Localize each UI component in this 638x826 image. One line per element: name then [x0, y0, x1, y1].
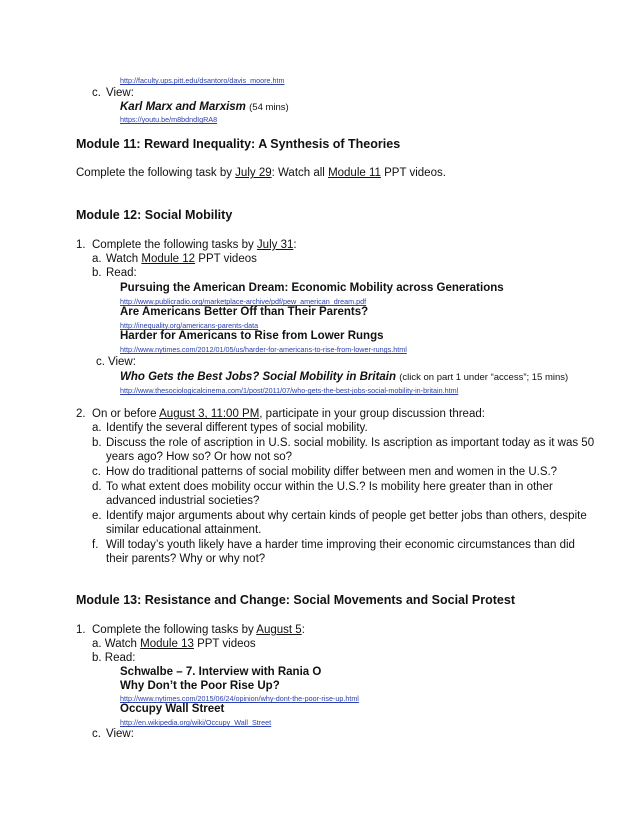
task-text: : Watch all [271, 167, 329, 179]
video-duration: (54 mins) [249, 102, 289, 113]
list-marker: c. [92, 466, 101, 478]
task-text: Watch [106, 253, 142, 265]
reading-title: Why Don’t the Poor Rise Up? [120, 680, 280, 692]
due-date: July 29 [235, 167, 272, 179]
reading-link[interactable]: http://en.wikipedia.org/wiki/Occupy_Wall_Street [120, 718, 272, 727]
module-link[interactable]: Module 11 [328, 167, 381, 179]
britain-video-title: Who Gets the Best Jobs? Social Mobility in Britain [120, 371, 397, 383]
task-text: PPT videos. [380, 167, 446, 179]
reading-link[interactable]: http://www.nytimes.com/2012/01/05/us/harder-for-americans-to-rise-from-lower-rungs.html [120, 345, 407, 354]
task-text: a. Watch [92, 638, 141, 650]
task-text: : [301, 624, 305, 636]
view-label: View: [108, 356, 136, 368]
module-13-task-1 [92, 623, 305, 637]
list-marker: 1. [76, 624, 86, 636]
task-text: PPT videos [193, 638, 256, 650]
karl-marx-video-link[interactable]: https://youtu.be/m8bdndIgRA8 [120, 115, 218, 124]
list-marker: b. [92, 267, 102, 279]
discussion-question: Identify major arguments about why certain kinds of people get better jobs than others, despite [106, 510, 587, 522]
reading-link[interactable]: http://www.nytimes.com/2015/06/24/opinion/why-dont-the-poor-rise-up.html [120, 694, 359, 703]
reading-title: Are Americans Better Off than Their Parents? [120, 306, 369, 318]
task-text: Complete the following tasks by [92, 624, 257, 636]
discussion-question-cont: their parents? Why or why not? [106, 553, 266, 565]
module-11-heading: Module 11: Reward Inequality: A Synthesis of Theories [76, 137, 401, 151]
module-13-heading: Module 13: Resistance and Change: Social Movements and Social Protest [76, 593, 516, 607]
task-text: Complete the following task by [76, 167, 236, 179]
list-marker: 1. [76, 239, 86, 251]
task-text: : [293, 239, 297, 251]
module-12-task-2 [92, 407, 485, 421]
due-date: August 5 [256, 624, 302, 636]
discussion-question: Will today’s youth likely have a harder time improving their economic circumstances than did [106, 539, 575, 551]
discussion-question: To what extent does mobility occur within the U.S.? Is mobility here greater than in other [106, 481, 553, 493]
list-marker: f. [92, 539, 99, 551]
britain-video-row [120, 370, 568, 385]
britain-video-link[interactable]: http://www.thesociologicalcinema.com/1/post/2011/07/who-gets-the-best-jobs-social-mobility-in-britain.html [120, 386, 459, 395]
list-marker: d. [92, 481, 102, 493]
list-marker: c. [96, 356, 105, 368]
view-label: View: [106, 728, 134, 740]
list-marker: a. [92, 422, 102, 434]
due-date: August 3, 11:00 PM [159, 408, 260, 420]
list-marker: e. [92, 510, 102, 522]
module-12-heading: Module 12: Social Mobility [76, 208, 233, 222]
watch-videos-item [106, 252, 257, 266]
discussion-question-cont: years ago? How so? Or how not so? [106, 451, 293, 463]
discussion-question-cont: similar educational attainment. [106, 524, 262, 536]
task-text: , participate in your group discussion thread: [259, 408, 485, 420]
reading-title: Occupy Wall Street [120, 703, 225, 715]
list-marker: b. [92, 437, 102, 449]
view-marker: c. [92, 87, 101, 99]
karl-marx-video-title: Karl Marx and Marxism [120, 101, 246, 113]
read-label: b. Read: [92, 652, 136, 664]
watch-videos-item [92, 637, 256, 651]
discussion-question: Identify the several different types of social mobility. [106, 422, 368, 434]
task-text: Complete the following tasks by [92, 239, 257, 251]
list-marker: a. [92, 253, 102, 265]
reading-link[interactable]: http://www.publicradio.org/marketplace-archive/pdf/pew_american_dream.pdf [120, 297, 367, 306]
reading-title: Schwalbe – 7. Interview with Rania O [120, 666, 322, 678]
list-marker: c. [92, 728, 101, 740]
module-link[interactable]: Module 12 [141, 253, 196, 265]
module-link[interactable]: Module 13 [140, 638, 194, 650]
view-label: View: [106, 87, 134, 99]
module-12-task-1 [92, 238, 297, 252]
reading-title: Harder for Americans to Rise from Lower Rungs [120, 330, 384, 342]
davis-moore-link[interactable]: http://faculty.ups.pitt.edu/dsantoro/davis_moore.htm [120, 76, 285, 85]
discussion-question: Discuss the role of ascription in U.S. social mobility. Is ascription as important today as it was 50 [106, 437, 595, 449]
discussion-question-cont: advanced industrial societies? [106, 495, 260, 507]
list-marker: 2. [76, 408, 86, 420]
reading-link[interactable]: http://inequality.org/americans-parents-data [120, 321, 259, 330]
video-note: (click on part 1 under “access”; 15 mins) [399, 372, 569, 383]
reading-title: Pursuing the American Dream: Economic Mobility across Generations [120, 282, 504, 294]
task-text: PPT videos [195, 253, 257, 265]
module-11-task [76, 166, 446, 180]
task-text: On or before [92, 408, 160, 420]
discussion-question: How do traditional patterns of social mobility differ between men and women in the U.S.? [106, 466, 558, 478]
due-date: July 31 [256, 239, 294, 251]
karl-marx-video-row [120, 100, 289, 115]
read-label: Read: [106, 267, 137, 279]
